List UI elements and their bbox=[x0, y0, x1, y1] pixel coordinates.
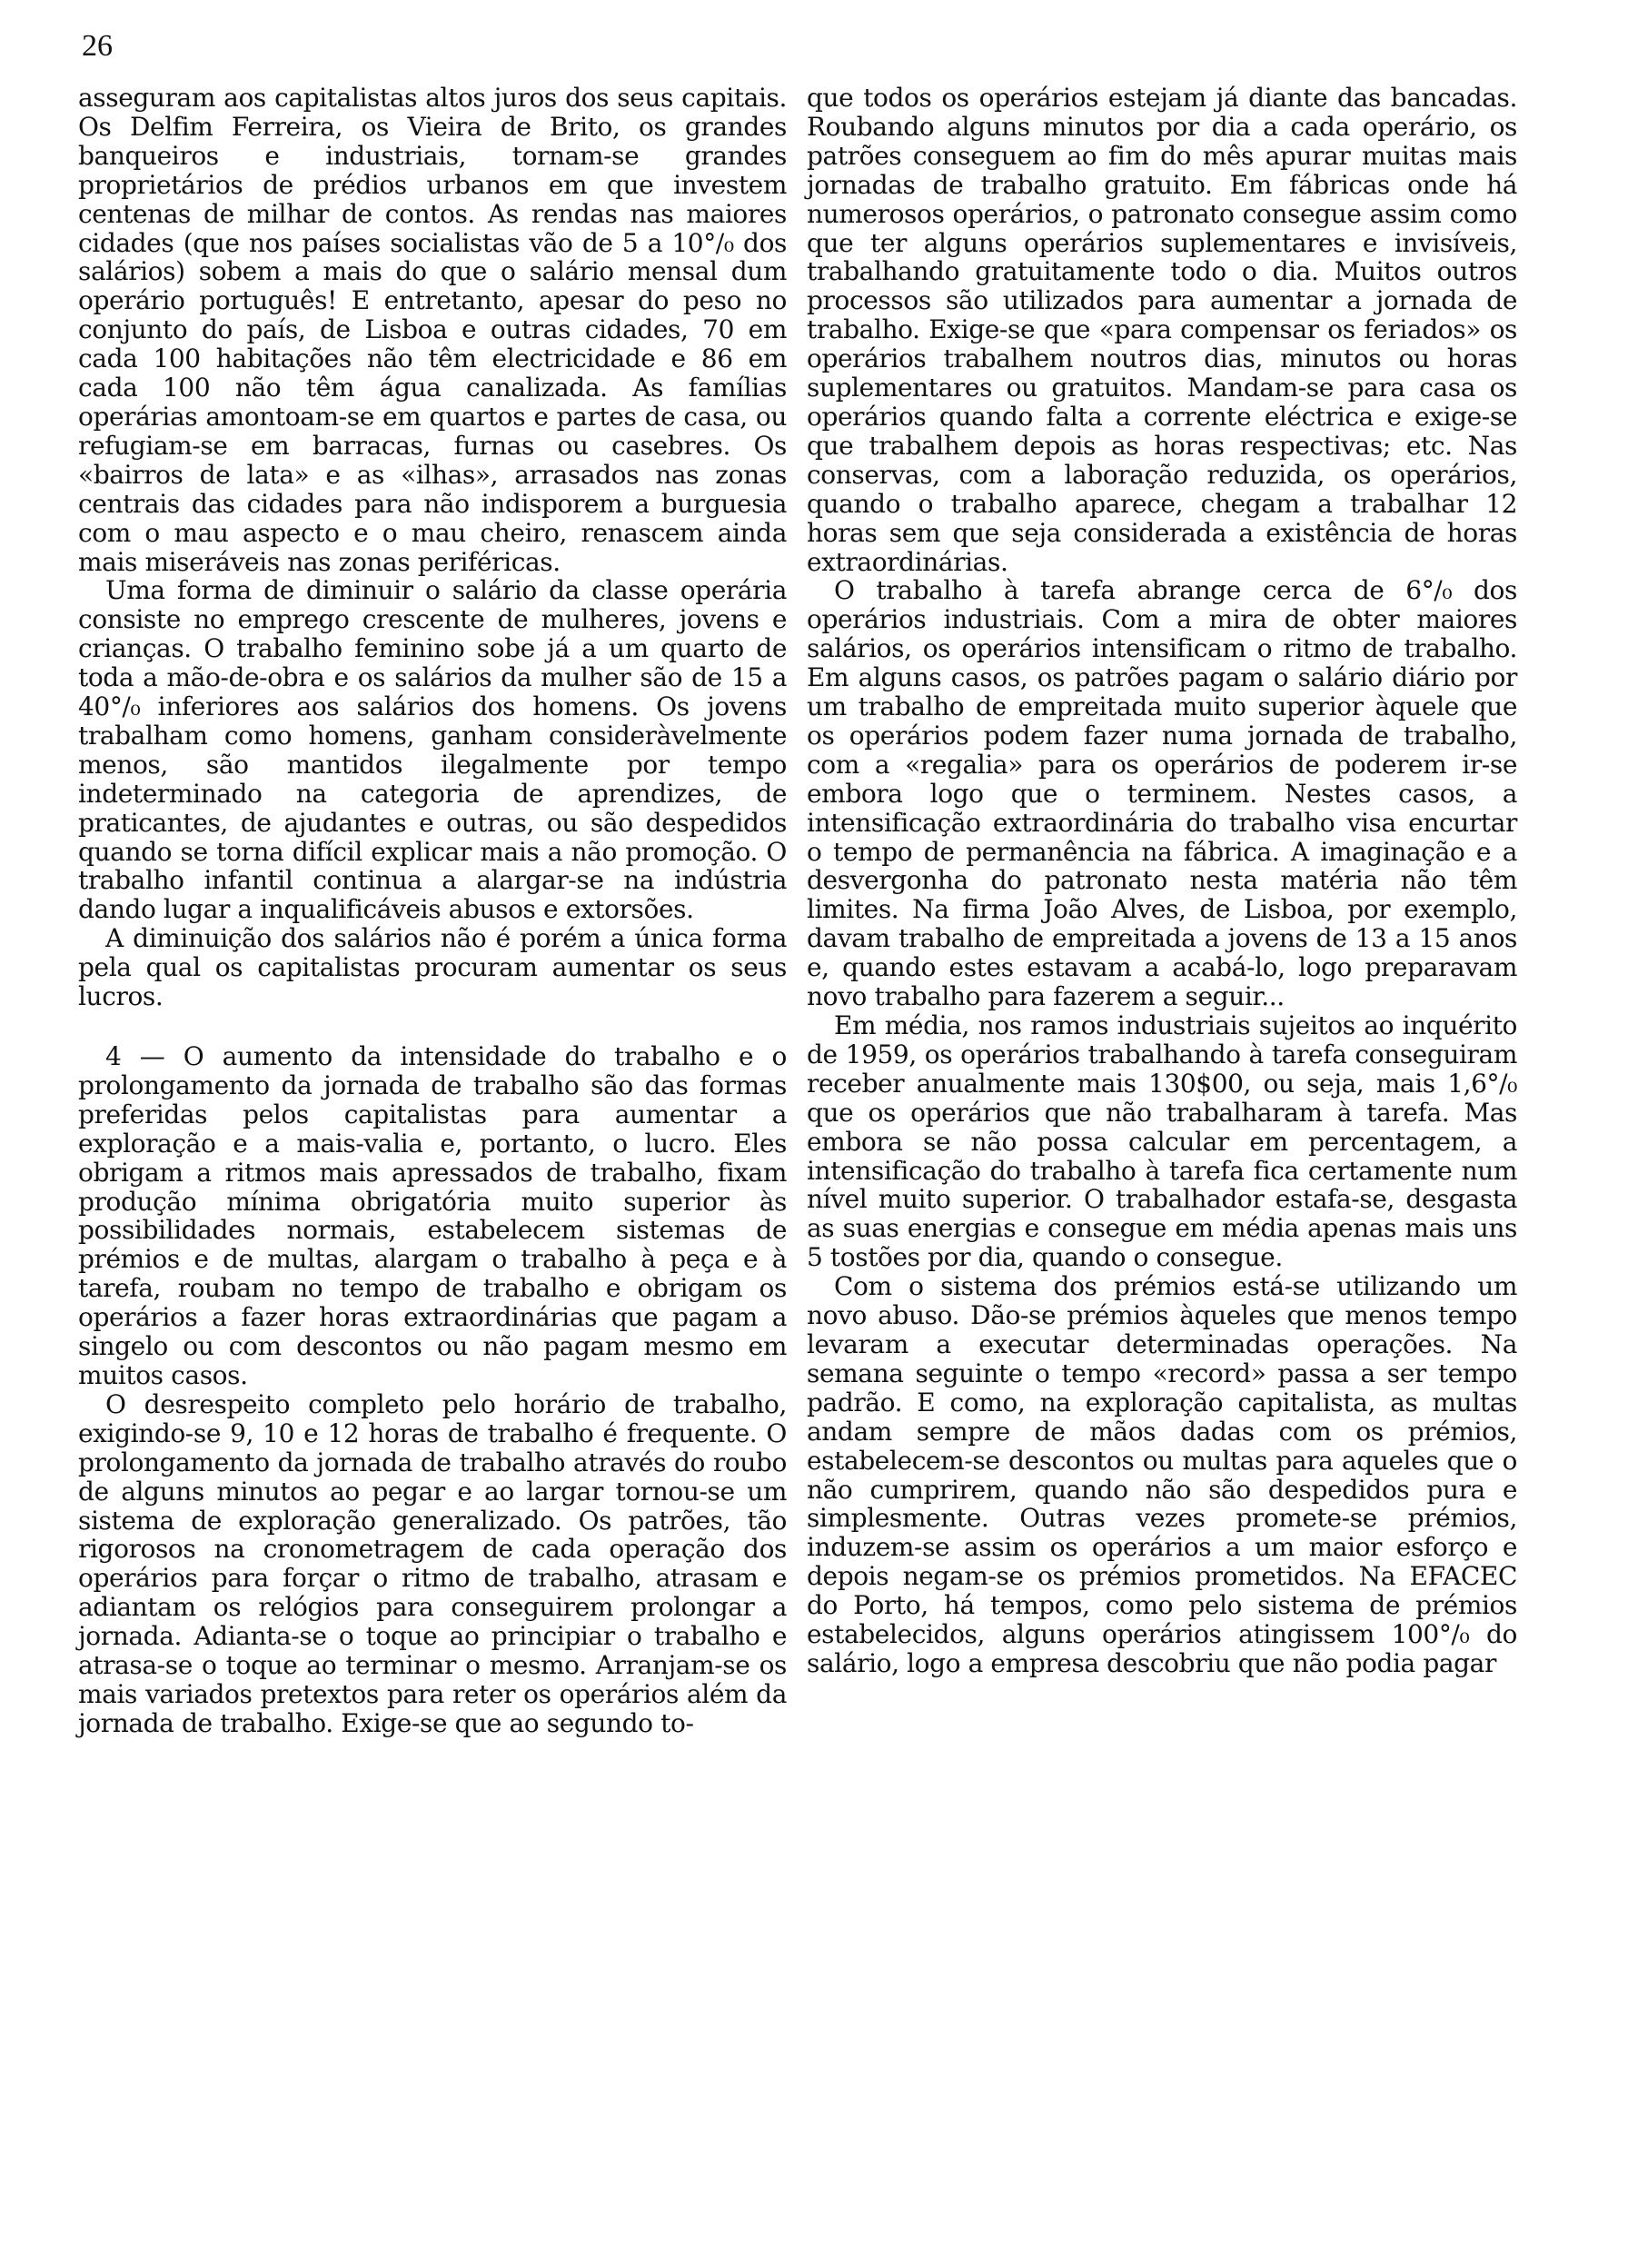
paragraph: Com o sistema dos prémios está-se utilizando um novo abuso. Dão-se prémios àqueles que menos tempo levaram a executar determinadas operações. Na semana seguinte o tempo «record» passa a ser tempo padrão. E como, na exploração capitalista, as multas andam sempre de mãos dadas com os prémios, estabelecem-se descontos ou multas para aqueles que o não cumprirem, quando não são despedidos pura e simplesmente. Outras vezes promete-se prémios, induzem-se assim os operários a um maior esforço e depois negam-se os prémios prometidos. Na EFACEC do Porto, há tempos, como pelo sistema de prémios estabelecidos, alguns operários atingissem 100°/₀ do salário, logo a empresa descobriu que não podia pagar bbox=[807, 1271, 1517, 1678]
paragraph: que todos os operários estejam já diante das bancadas. Roubando alguns minutos por dia a cada operário, os patrões conseguem ao fim do mês apurar muitas mais jornadas de trabalho gratuito. Em fábricas onde há numerosos operários, o patronato consegue assim como que ter alguns operários suplementares e invisíveis, trabalhando gratuitamente todo o dia. Muitos outros processos são utilizados para aumentar a jornada de trabalho. Exige-se que «para compensar os feriados» os operários trabalhem noutros dias, minutos ou horas suplementares ou gratuitos. Mandam-se para casa os operários quando falta a corrente eléctrica e exige-se que trabalhem depois as horas respectivas; etc. Nas conservas, com a laboração reduzida, os operários, quando o trabalho aparece, chegam a trabalhar 12 horas sem que seja considerada a existência de horas extraordinárias. bbox=[807, 83, 1517, 577]
paragraph: asseguram aos capitalistas altos juros dos seus capitais. Os Delfim Ferreira, os Vieira de Brito, os grandes banqueiros e industriais, tornam-se grandes proprietários de prédios urbanos em que investem centenas de milhar de contos. As rendas nas maiores cidades (que nos países socialistas vão de 5 a 10°/₀ dos salários) sobem a mais do que o salário mensal dum operário português! E entretanto, apesar do peso no conjunto do país, de Lisboa e outras cidades, 70 em cada 100 habitações não têm electricidade e 86 em cada 100 não têm água canalizada. As famílias operárias amontoam-se em quartos e partes de casa, ou refugiam-se em barracas, furnas ou casebres. Os «bairros de lata» e as «ilhas», arrasados nas zonas centrais das cidades para não indisporem a burguesia com o mau aspecto e o mau cheiro, renascem ainda mais miseráveis nas zonas periféricas. bbox=[78, 83, 787, 577]
right-text-column bbox=[807, 84, 1517, 1678]
paragraph: Uma forma de diminuir o salário da classe operária consiste no emprego crescente de mulheres, jovens e crianças. O trabalho feminino sobe já a um quarto de toda a mão-de-obra e os salários da mulher são de 15 a 40°/₀ inferiores aos salários dos homens. Os jovens trabalham como homens, ganham consideràvelmente menos, são mantidos ilegalmente por tempo indeterminado na categoria de aprendizes, de praticantes, de ajudantes e outras, ou são despedidos quando se torna difícil explicar mais a não promoção. O trabalho infantil continua a alargar-se na indústria dando lugar a inqualificáveis abusos e extorsões. bbox=[78, 575, 787, 925]
paragraph: A diminuição dos salários não é porém a única forma pela qual os capitalistas procuram aumentar os seus lucros. bbox=[78, 923, 787, 1012]
section-paragraph: 4 — O aumento da intensidade do trabalho e o prolongamento da jornada de trabalho são das formas preferidas pelos capitalistas para aumentar a exploração e a mais-valia e, portanto, o lucro. Eles obrigam a ritmos mais apressados de trabalho, fixam produção mínima obrigatória muito superior às possibilidades normais, estabelecem sistemas de prémios e de multas, alargam o trabalho à peça e à tarefa, roubam no tempo de trabalho e obrigam os operários a fazer horas extraordinárias que pagam a singelo ou com descontos ou não pagam mesmo em muitos casos. bbox=[78, 1041, 787, 1390]
paragraph: O trabalho à tarefa abrange cerca de 6°/₀ dos operários industriais. Com a mira de obter maiores salários, os operários intensificam o ritmo de trabalho. Em alguns casos, os patrões pagam o salário diário por um trabalho de empreitada muito superior àquele que os operários podem fazer numa jornada de trabalho, com a «regalia» para os operários de poderem ir-se embora logo que o terminem. Nestes casos, a intensificação extraordinária do trabalho visa encurtar o tempo de permanência na fábrica. A imaginação e a desvergonha do patronato nesta matéria não têm limites. Na firma João Alves, de Lisboa, por exemplo, davam trabalho de empreitada a jovens de 13 a 15 anos e, quando estes estavam a acabá-lo, logo preparavam novo trabalho para fazerem a seguir... bbox=[807, 575, 1517, 1012]
paragraph: O desrespeito completo pelo horário de trabalho, exigindo-se 9, 10 e 12 horas de trabalho é frequente. O prolongamento da jornada de trabalho através do roubo de alguns minutos ao pegar e ao largar tornou-se um sistema de exploração generalizado. Os patrões, tão rigorosos na cronometragem de cada operação dos operários para forçar o ritmo de trabalho, atrasam e adiantam os relógios para conseguirem prolongar a jornada. Adianta-se o toque ao principiar o trabalho e atrasa-se o toque ao terminar o mesmo. Arranjam-se os mais variados pretextos para reter os operários além da jornada de trabalho. Exige-se que ao segundo to- bbox=[78, 1388, 787, 1738]
paragraph: Em média, nos ramos industriais sujeitos ao inquérito de 1959, os operários trabalhando à tarefa conseguiram receber anualmente mais 130$00, ou seja, mais 1,6°/₀ que os operários que não trabalharam à tarefa. Mas embora se não possa calcular em percentagem, a intensificação do trabalho à tarefa fica certamente num nível muito superior. O trabalhador estafa-se, desgasta as suas energias e consegue em média apenas mais uns 5 tostões por dia, quando o consegue. bbox=[807, 1010, 1517, 1273]
page-number: 26 bbox=[82, 29, 113, 63]
left-text-column bbox=[78, 84, 787, 1738]
